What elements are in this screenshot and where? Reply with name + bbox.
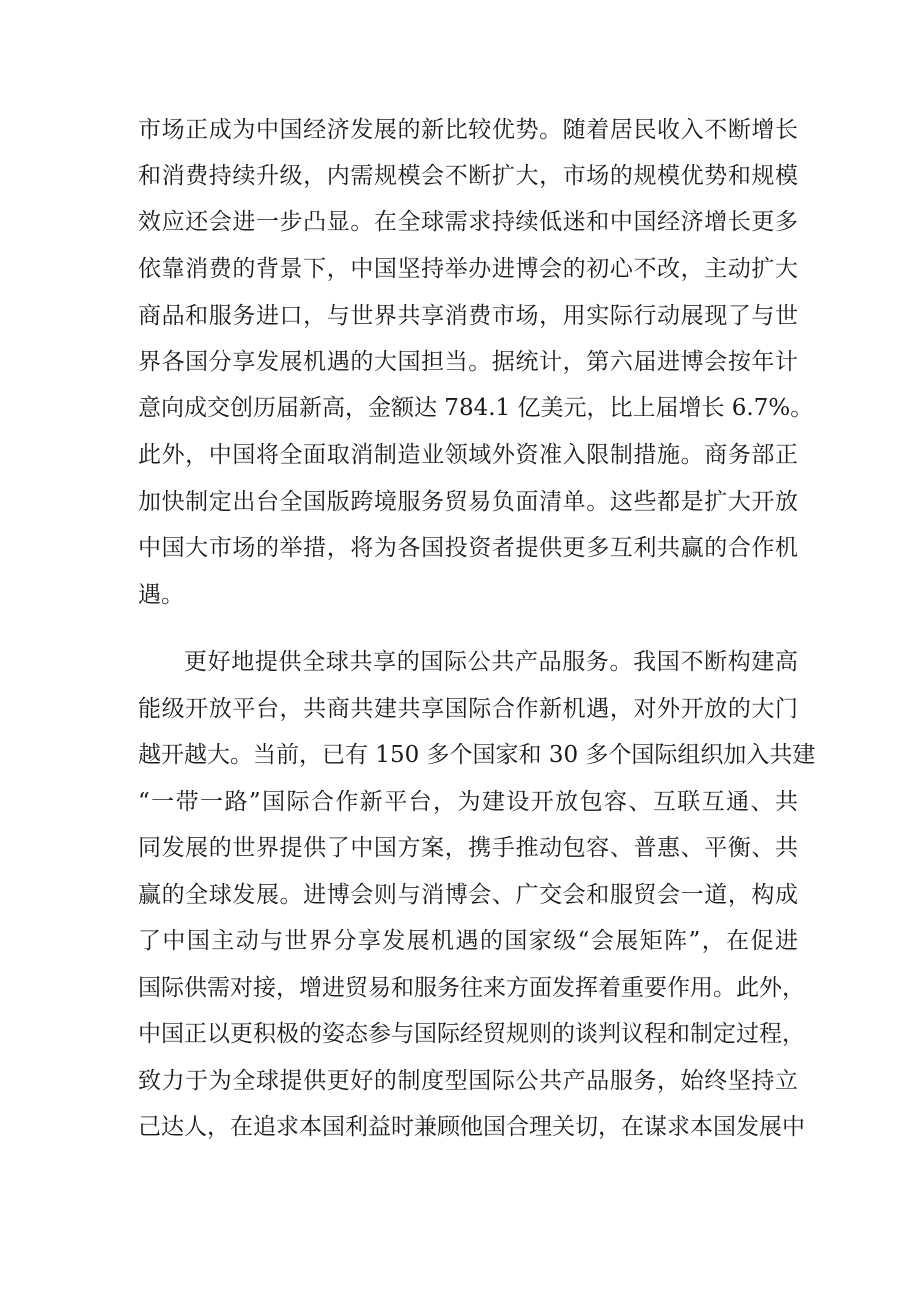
- paragraph-1-line-7: 意向成交创历届新高，金额达 784.1 亿美元，比上届增长 6.7%。: [138, 395, 814, 421]
- paragraph-2-line-11: 己达人，在追求本国利益时兼顾他国合理关切，在谋求本国发展中: [138, 1114, 805, 1140]
- paragraph-2-line-1: 更好地提供全球共享的国际公共产品服务。我国不断构建高: [184, 649, 798, 675]
- paragraph-2-line-6: 赢的全球发展。进博会则与消博会、广交会和服贸会一道，构成: [138, 882, 798, 908]
- paragraph-1-line-5: 商品和服务进口，与世界共享消费市场，用实际行动展现了与世: [138, 303, 798, 329]
- paragraph-1-line-8: 此外，中国将全面取消制造业领域外资准入限制措施。商务部正: [138, 442, 798, 468]
- paragraph-1-line-10: 中国大市场的举措，将为各国投资者提供更多互利共赢的合作机: [138, 535, 798, 561]
- paragraph-2-line-10: 致力于为全球提供更好的制度型国际公共产品服务，始终坚持立: [138, 1068, 798, 1094]
- paragraph-1-line-11: 遇。: [138, 582, 184, 608]
- paragraph-1-line-1: 市场正成为中国经济发展的新比较优势。随着居民收入不断增长: [138, 117, 798, 143]
- paragraph-2-line-5: 同发展的世界提供了中国方案，携手推动包容、普惠、平衡、共: [138, 835, 798, 861]
- paragraph-2-line-4: “一带一路”国际合作新平台，为建设开放包容、互联互通、共: [138, 789, 798, 815]
- paragraph-1-line-2: 和消费持续升级，内需规模会不断扩大，市场的规模优势和规模: [138, 163, 798, 189]
- paragraph-2-line-8: 国际供需对接，增进贸易和服务往来方面发挥着重要作用。此外，: [138, 975, 805, 1001]
- paragraph-2-line-9: 中国正以更积极的姿态参与国际经贸规则的谈判议程和制定过程，: [138, 1021, 805, 1047]
- paragraph-2-line-7: 了中国主动与世界分享发展机遇的国家级“会展矩阵”，在促进: [138, 928, 798, 954]
- paragraph-1-line-3: 效应还会进一步凸显。在全球需求持续低迷和中国经济增长更多: [138, 209, 798, 235]
- paragraph-1-line-4: 依靠消费的背景下，中国坚持举办进博会的初心不改，主动扩大: [138, 256, 798, 282]
- paragraph-1-line-6: 界各国分享发展机遇的大国担当。据统计，第六届进博会按年计: [138, 349, 798, 375]
- paragraph-1-line-9: 加快制定出台全国版跨境服务贸易负面清单。这些都是扩大开放: [138, 489, 798, 515]
- paragraph-2-line-3: 越开越大。当前，已有 150 多个国家和 30 多个国际组织加入共建: [138, 742, 816, 768]
- paragraph-2-line-2: 能级开放平台，共商共建共享国际合作新机遇，对外开放的大门: [138, 696, 798, 722]
